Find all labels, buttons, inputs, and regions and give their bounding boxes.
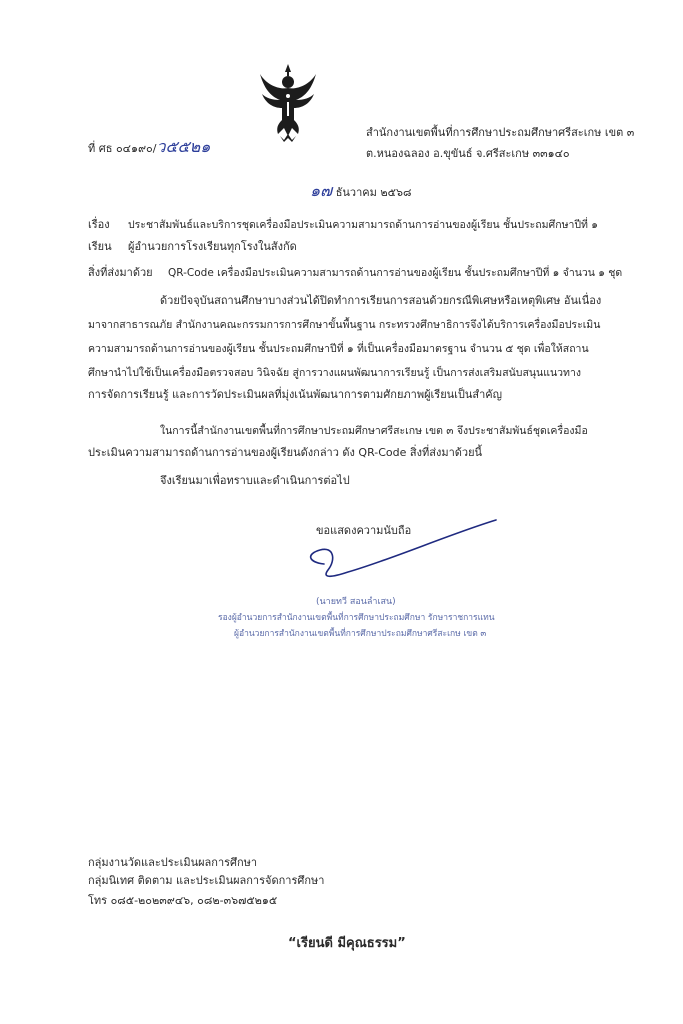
- attachment-label: สิ่งที่ส่งมาด้วย: [88, 266, 153, 279]
- body-line: ด้วยปัจจุบันสถานศึกษาบางส่วนได้ปิดทำการเรียนการสอนด้วยกรณีพิเศษหรือเหตุพิเศษ อันเนื่อง: [160, 294, 602, 307]
- recipient-text: ผู้อำนวยการโรงเรียนทุกโรงในสังกัด: [128, 240, 297, 253]
- date-month-year: ธันวาคม ๒๕๖๘: [335, 186, 412, 199]
- signature-icon: [300, 516, 500, 586]
- subject-text: ประชาสัมพันธ์และบริการชุดเครื่องมือประเมินความสามารถด้านการอ่านของผู้เรียน ชั้นประถมศึกษาปีที่ ๑: [128, 219, 598, 231]
- attachment-text: QR-Code เครื่องมือประเมินความสามารถด้านการอ่านของผู้เรียน ชั้นประถมศึกษาปีที่ ๑ จำนวน ๑ ชุด: [168, 267, 623, 279]
- agency-name: สำนักงานเขตพื้นที่การศึกษาประถมศึกษาศรีสะเกษ เขต ๓: [366, 126, 635, 139]
- motto: “เรียนดี มีคุณธรรม”: [288, 936, 406, 951]
- signer-position-2: ผู้อำนวยการสำนักงานเขตพื้นที่การศึกษาประถมศึกษาศรีสะเกษ เขต ๓: [234, 629, 487, 639]
- subject-label: เรื่อง: [88, 218, 110, 231]
- doc-number-prefix: ที่ ศธ ๐๔๑๙๐/: [88, 142, 157, 155]
- footer-dept-1: กลุ่มงานวัดและประเมินผลการศึกษา: [88, 856, 258, 869]
- body-line: จึงเรียนมาเพื่อทราบและดำเนินการต่อไป: [160, 474, 350, 487]
- garuda-emblem-icon: [258, 62, 318, 144]
- body-line: ความสามารถด้านการอ่านของผู้เรียน ชั้นประถมศึกษาปีที่ ๑ ที่เป็นเครื่องมือมาตรฐาน จำนวน ๕ ชุด เพื่อให้สถาน: [88, 343, 589, 355]
- body-line: มาจากสาธารณภัย สำนักงานคณะกรรมการการศึกษาขั้นพื้นฐาน กระทรวงศึกษาธิการจึงได้บริการเครื่องมือประเมิน: [88, 319, 601, 331]
- body-line: การจัดการเรียนรู้ และการวัดประเมินผลที่มุ่งเน้นพัฒนาการตามศักยภาพผู้เรียนเป็นสำคัญ: [88, 388, 503, 401]
- footer-dept-2: กลุ่มนิเทศ ติดตาม และประเมินผลการจัดการศึกษา: [88, 874, 325, 887]
- signer-name: (นายทวี สอนลำเสน): [316, 597, 396, 607]
- recipient-label: เรียน: [88, 240, 112, 253]
- body-line: ประเมินความสามารถด้านการอ่านของผู้เรียนดังกล่าว ดัง QR-Code สิ่งที่ส่งมาด้วยนี้: [88, 446, 483, 459]
- body-line: ในการนี้สำนักงานเขตพื้นที่การศึกษาประถมศึกษาศรีสะเกษ เขต ๓ จึงประชาสัมพันธ์ชุดเครื่องมือ: [160, 425, 588, 437]
- agency-address: ต.หนองฉลอง อ.ขุขันธ์ จ.ศรีสะเกษ ๓๓๑๔๐: [366, 147, 570, 160]
- closing-salutation: ขอแสดงความนับถือ: [316, 524, 412, 537]
- doc-number-handwritten: ว๕๕๒๑: [156, 137, 211, 156]
- footer-phone: โทร ๐๘๕-๒๐๒๓๙๔๖, ๐๘๒-๓๖๗๕๒๑๕: [88, 894, 278, 907]
- signer-position-1: รองผู้อำนวยการสำนักงานเขตพื้นที่การศึกษาประถมศึกษา รักษาราชการแทน: [218, 613, 495, 623]
- date-day-handwritten: ๑๗: [310, 181, 333, 200]
- body-line: ศึกษานำไปใช้เป็นเครื่องมือตรวจสอบ วินิจฉัย สู่การวางแผนพัฒนาการเรียนรู้ เป็นการส่งเสริมสนับสนุนแนวทาง: [88, 367, 581, 379]
